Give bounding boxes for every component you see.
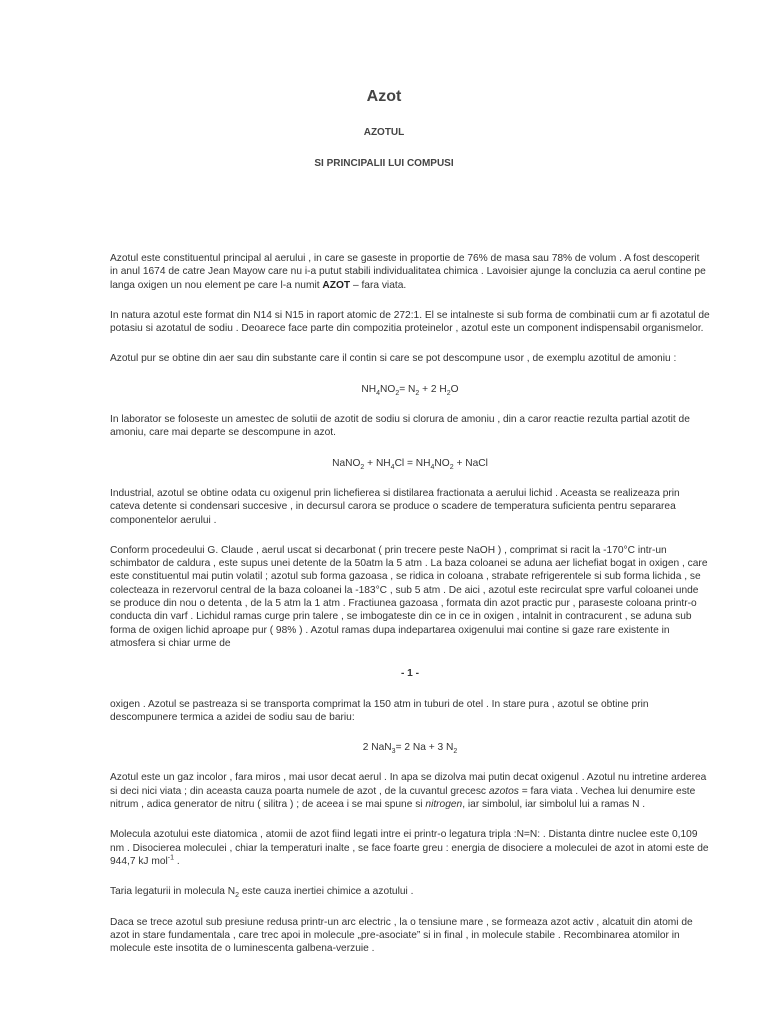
page-number: - 1 - xyxy=(400,668,420,680)
document-subtitle-2: SI PRINCIPALII LUI COMPUSI xyxy=(314,158,454,169)
equation-1: $NH_4NO_2= N_2 + 2$ $H_2O$ xyxy=(361,383,459,397)
paragraph-3: Azotul pur se obtine din aer sau din substante care il contin si care se pot descompune usor , de exemplu azotitul de amoniu : xyxy=(110,353,677,365)
paragraph-7: oxigen . Azotul se pastreaza si se transporta comprimat la 150 atm in tuburi de otel . In stare pura , azotul se obtine prin descompunere termica a azidei de sodiu sau de bariu: xyxy=(110,698,649,723)
paragraph-11: Daca se trece azotul sub presiune redusa printr-un arc electric , la o tensiune mare , se formeaza azot activ , alcatuit din atomi de azot in stare fundamentala , care trec apoi in molecule „pre-asociate” si in final , in molecule stabile . Recombinarea atomilor in molecule este insotita de o luminescenta galbena-verzuie . xyxy=(110,916,693,955)
equation-3: 2 NaN$_3$= 2 Na + 3 $N_2$ xyxy=(362,742,458,756)
paragraph-4: In laborator se foloseste un amestec de solutii de azotit de sodiu si clorura de amoniu , din a caror reactie rezulta partial azotit de amoniu, care mai departe se descompune in azot. xyxy=(110,414,690,439)
paragraph-9: Molecula azotului este diatomica , atomii de azot fiind legati intre ei printr-o legatura tripla :N=N: . Distanta dintre nuclee este 0,109 nm . Disocierea moleculei , chiar la temperaturi inalte , se face foarte greu : energia de disociere a moleculei de azot in atomi este de 944,7 kJ mol$^{-1}$ . xyxy=(110,829,709,867)
paragraph-1: Azotul este constituentul principal al aerului , in care se gaseste in proportie de 76% de masa sau 78% de volum . A fost descoperit in anul 1674 de catre Jean Mayow care nu i-a putut stabili individualitatea chimica . Lavoisier ajunge la concluzia ca aerul contine pe langa oxigen un nou element pe care l-a numit AZOT – fara viata. xyxy=(110,253,706,291)
italic-term: azotos xyxy=(488,785,519,797)
document-body xyxy=(110,252,710,972)
document-title: Azot xyxy=(366,88,402,105)
paragraph-6: Conform procedeului G. Claude , aerul uscat si decarbonat ( prin trecere peste NaOH ) , comprimat si racit la -170°C intr-un schimbator de caldura , este supus unei detente de la 50atm la 5 atm . La baza coloanei se aduna aer lichefiat bogat in oxigen , care este constituentul mai putin volatil ; azotul sub forma gazoasa , se ridica in coloana , strabate refrigerentele si sub forma lichida , se colecteaza in rezervorul central de la baza coloanei la -183°C , sub 5 atm . De aici , azotul este recirculat spre varful coloanei unde se produce din nou o detenta , de la 5 atm la 1 atm . Fractiunea gazoasa , formata din azot practic pur , paraseste coloana printr-o conducta din varf . Lichidul ramas curge prin talere , se imbogateste din ce in ce in oxigen , intalnit in contracurent , se aduna sub forma de oxigen lichid aproape pur ( 98% ) . Azotul ramas dupa indepartarea oxigenului mai contine si gaze rare existente in atmosfera si chiar urme de xyxy=(110,544,708,649)
paragraph-5: Industrial, azotul se obtine odata cu oxigenul prin lichefierea si distilarea fractionata a aerului lichid . Aceasta se realizeaza prin cateva detente si condensari succesive , in decursul carora se produce o scadere de temperatura suficienta pentru separarea componentelor aerului . xyxy=(110,487,680,526)
paragraph-8: Azotul este un gaz incolor , fara miros , mai usor decat aerul . In apa se dizolva mai putin decat oxigenul . Azotul nu intretine arderea si deci nici viata ; din aceasta cauza poarta numele de azot , de la cuvantul grecesc azotos = fara viata . Vechea lui denumire este nitrum , adica generator de nitru ( silitra ) ; de aceea i se mai spune si nitrogen, iar simbolul, iar simbolul lui a ramas N . xyxy=(110,772,707,811)
bold-term: AZOT xyxy=(322,279,351,291)
paragraph-2: In natura azotul este format din N14 si N15 in raport atomic de 272:1. El se intalneste si sub forma de combinatii cum ar fi azotatul de potasiu si azotatul de sodiu . Deoarece face parte din compozitia proteinelor , azotul este un component indispensabil organismelor. xyxy=(110,309,710,335)
equation-2: NaNO$_2$ + $NH_4Cl = NH_4NO_2$ + NaCl xyxy=(332,457,488,471)
italic-term: nitrogen xyxy=(425,799,463,811)
document-subtitle: AZOTUL xyxy=(363,127,405,138)
paragraph-10: Taria legaturii in molecula $N_2$ este cauza inertiei chimice a azotului . xyxy=(110,886,414,900)
